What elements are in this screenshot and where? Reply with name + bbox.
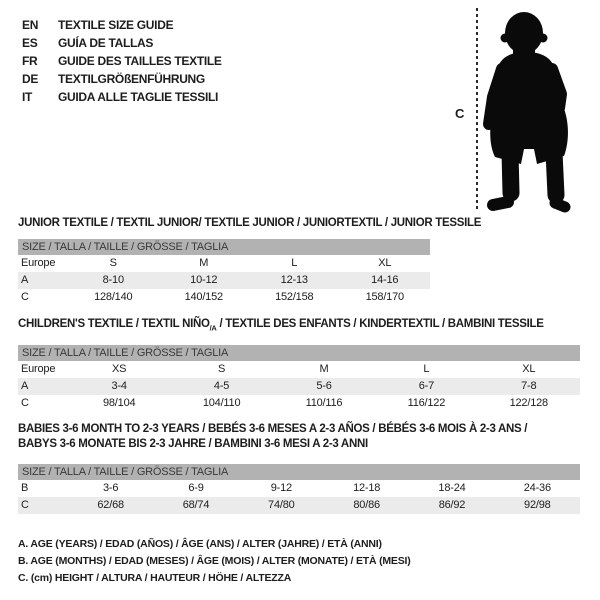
age-cell: 7-8 [478,378,580,395]
babies-table-title [18,422,527,452]
size-header-bar: SIZE / TALLA / TAILLE / GRÖSSE / TAGLIA [18,345,580,361]
size-cell: L [291,257,298,269]
row-label: C [18,497,68,514]
height-cell: 116/122 [407,397,446,409]
table-row [18,289,430,306]
height-cell: 68/74 [153,497,238,514]
height-cell: 98/104 [102,397,136,409]
language-row-en [22,16,222,34]
height-cell: 140/152 [184,291,223,303]
table-row [18,361,580,378]
language-code: EN [22,18,39,32]
age-cell: 9-12 [270,482,292,494]
age-cell: 5-6 [273,378,375,395]
height-cell: 122/128 [509,397,548,409]
height-measure-dotted-line [476,8,478,210]
height-label: C [455,106,465,121]
row-label: C [21,291,29,303]
table-row [18,480,580,497]
language-row-it [22,88,222,106]
toddler-silhouette-icon [480,7,580,213]
language-code: DE [22,72,39,86]
language-list [22,16,222,106]
table-row [18,497,580,514]
language-row-fr [22,52,222,70]
title-text: / TEXTILE DES ENFANTS / KINDERTEXTIL / BAMBINI TESSILE [216,318,544,330]
language-row-es [22,34,222,52]
table-row [18,255,430,272]
legend [18,536,411,587]
size-cell: L [423,363,430,375]
guide-title-it: GUIDA ALLE TAGLIE TESSILI [58,90,219,104]
size-header-bar: SIZE / TALLA / TAILLE / GRÖSSE / TAGLIA [18,464,580,480]
legend-age-years: A. AGE (YEARS) / EDAD (AÑOS) / ÂGE (ANS) / ALTER (JAHRE) / ETÀ (ANNI) [18,538,382,550]
height-cell: 152/158 [275,291,314,303]
age-cell: 6-7 [375,378,477,395]
guide-title-es: GUÍA DE TALLAS [58,36,154,50]
age-cell: 3-4 [68,378,170,395]
size-cell: XL [522,363,536,375]
language-row-de [22,70,222,88]
age-cell: 8-10 [68,272,159,289]
age-cell: 18-24 [438,482,466,494]
table-row [18,272,430,289]
age-cell: 3-6 [103,482,119,494]
legend-height: C. (cm) HEIGHT / ALTURA / HAUTEUR / HÖHE / ALTEZZA [18,572,292,584]
guide-title-en: TEXTILE SIZE GUIDE [58,18,174,32]
age-cell: 10-12 [159,272,250,289]
babies-size-table [18,464,580,514]
junior-table-title: JUNIOR TEXTILE / TEXTIL JUNIOR/ TEXTILE JUNIOR / JUNIORTEXTIL / JUNIOR TESSILE [18,217,482,229]
legend-age-months: B. AGE (MONTHS) / EDAD (MESES) / ÂGE (MOIS) / ALTER (MONATE) / ETÀ (MESI) [18,555,411,567]
title-subscript: /A [209,323,217,333]
row-label: C [21,397,29,409]
size-header-bar: SIZE / TALLA / TAILLE / GRÖSSE / TAGLIA [18,239,430,255]
height-cell: 158/170 [365,291,404,303]
language-code: IT [22,90,33,104]
row-label: A [18,272,68,289]
size-cell: XL [378,257,392,269]
size-cell: XS [112,363,127,375]
height-cell: 80/86 [324,497,409,514]
size-cell: S [109,257,117,269]
age-cell: 4-5 [170,378,272,395]
height-cell: 110/116 [305,397,343,409]
age-cell: 12-13 [249,272,340,289]
childrens-table-title [18,318,544,332]
age-cell: 24-36 [523,482,551,494]
height-cell: 128/140 [94,291,133,303]
age-cell: 6-9 [188,482,204,494]
row-label: B [21,482,29,494]
size-cell: M [199,257,209,269]
language-code: FR [22,54,38,68]
height-cell: 74/80 [239,497,324,514]
table-row [18,378,580,395]
childrens-size-table [18,345,580,412]
guide-title-de: TEXTILGRÖßENFÜHRUNG [58,72,205,86]
height-cell: 104/110 [202,397,241,409]
size-cell: S [218,363,226,375]
row-label: Europe [21,257,56,269]
babies-title-line1: BABIES 3-6 MONTH TO 2-3 YEARS / BEBÉS 3-6 MESES A 2-3 AÑOS / BÉBÉS 3-6 MOIS À 2-3 ANS / [18,423,528,435]
height-cell: 92/98 [495,497,580,514]
row-label: A [18,378,68,395]
height-cell: 62/68 [68,497,153,514]
guide-title-fr: GUIDE DES TAILLES TEXTILE [58,54,222,68]
size-cell: M [319,363,329,375]
title-text: CHILDREN'S TEXTILE / TEXTIL NIÑO [18,318,210,330]
table-row [18,395,580,412]
age-cell: 14-16 [340,272,431,289]
babies-title-line2: BABYS 3-6 MONATE BIS 2-3 JAHRE / BAMBINI 3-6 MESI A 2-3 ANNI [18,438,368,450]
language-code: ES [22,36,38,50]
age-cell: 12-18 [353,482,381,494]
row-label: Europe [21,363,56,375]
junior-size-table [18,239,430,306]
height-cell: 86/92 [409,497,494,514]
